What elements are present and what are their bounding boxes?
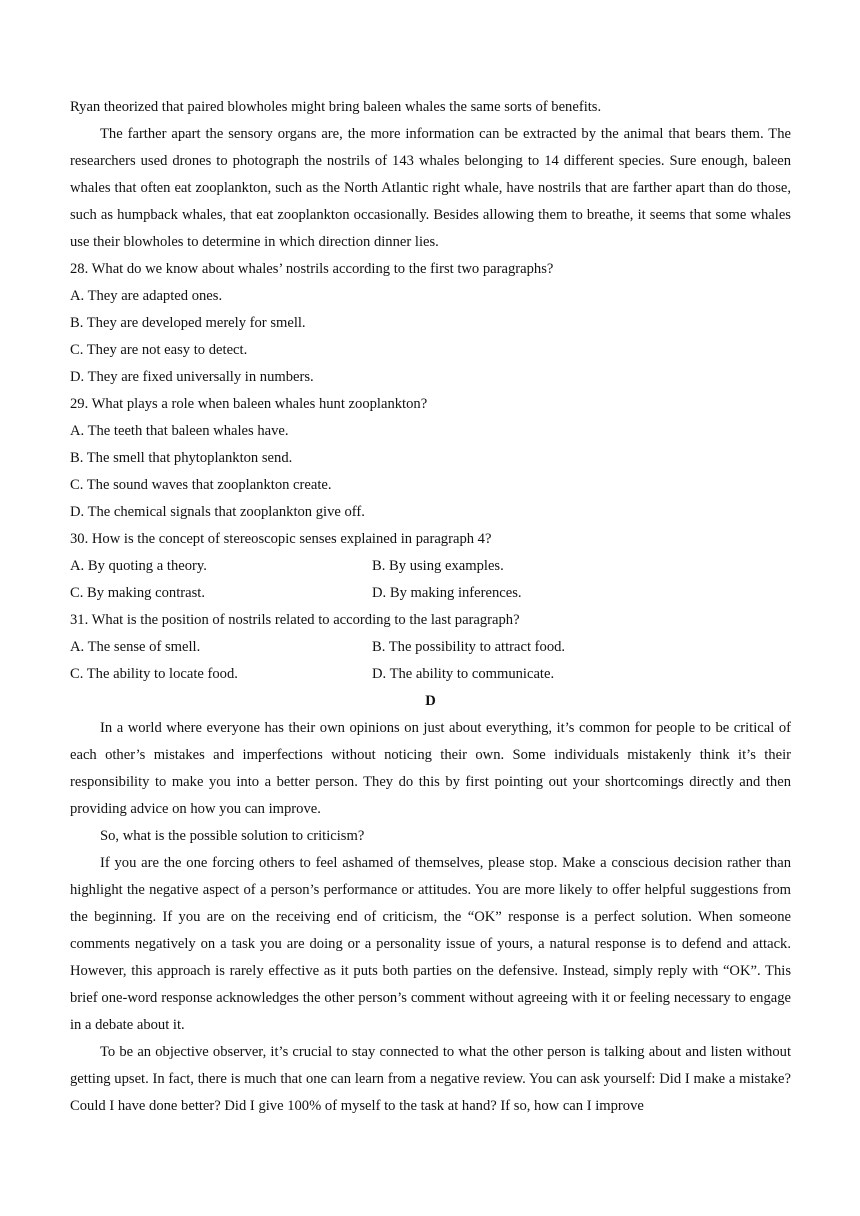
paragraph-d-2: So, what is the possible solution to criticism?: [100, 828, 365, 844]
paragraph-c-last: The farther apart the sensory organs are, the more information can be extracted by the animal that bears them. The researchers used drones to photograph the nostrils of 143 whales belonging to 14 different species. Sure enough, baleen whales that often eat zooplankton, such as the North Atlantic right whale, have nostrils that are farther apart than do those, such as humpback whales, that eat zooplankton occasionally. Besides allowing them to breathe, it seems that some whales use their blowholes to determine in which direction dinner lies.: [70, 126, 791, 250]
question-30-option-c: C. By making contrast.: [70, 585, 205, 601]
question-31-options-row-1: [70, 634, 791, 661]
question-31-option-b: B. The possibility to attract food.: [372, 639, 566, 655]
question-30-options-row-2: [70, 580, 791, 607]
question-30-option-b: B. By using examples.: [372, 558, 504, 574]
question-31-option-c: C. The ability to locate food.: [70, 666, 238, 682]
section-d-heading: D: [425, 693, 436, 709]
question-29-stem: 29. What plays a role when baleen whales hunt zooplankton?: [70, 396, 428, 412]
question-31-stem: 31. What is the position of nostrils related to according to the last paragraph?: [70, 612, 520, 628]
question-31-options-row-2: [70, 661, 791, 688]
question-28-option-d: D. They are fixed universally in numbers.: [70, 369, 314, 385]
paragraph-d-1: In a world where everyone has their own opinions on just about everything, it’s common for people to be critical of each other’s mistakes and imperfections without noticing their own. Some individuals mistakenly think it’s their responsibility to make you into a better person. They do this by first pointing out your shortcomings directly and then providing advice on how you can improve.: [70, 720, 791, 817]
paragraph-c-continued: Ryan theorized that paired blowholes might bring baleen whales the same sorts of benefits.: [70, 99, 602, 115]
question-30-options-row-1: [70, 553, 791, 580]
exam-page: [70, 94, 791, 1120]
question-29-option-b: B. The smell that phytoplankton send.: [70, 450, 293, 466]
question-28-option-a: A. They are adapted ones.: [70, 288, 223, 304]
question-30-option-d: D. By making inferences.: [372, 585, 522, 601]
paragraph-d-4: To be an objective observer, it’s crucial to stay connected to what the other person is talking about and listen without getting upset. In fact, there is much that one can learn from a negative review. You can ask yourself: Did I make a mistake? Could I have done better? Did I give 100% of myself to the task at hand? If so, how can I improve: [70, 1044, 791, 1114]
paragraph-d-3: If you are the one forcing others to feel ashamed of themselves, please stop. Make a conscious decision rather than highlight the negative aspect of a person’s performance or attitudes. You are more likely to offer helpful suggestions from the beginning. If you are on the receiving end of criticism, the “OK” response is a perfect solution. When someone comments negatively on a task you are doing or a personality issue of yours, a natural response is to defend and attack. However, this approach is rarely effective as it puts both parties on the defensive. Instead, simply reply with “OK”. This brief one-word response acknowledges the other person’s comment without agreeing with it or feeling necessary to engage in a debate about it.: [70, 855, 791, 1033]
question-30-option-a: A. By quoting a theory.: [70, 558, 207, 574]
question-29-option-c: C. The sound waves that zooplankton create.: [70, 477, 332, 493]
question-28-stem: 28. What do we know about whales’ nostrils according to the first two paragraphs?: [70, 261, 554, 277]
question-28-option-b: B. They are developed merely for smell.: [70, 315, 306, 331]
question-29-option-a: A. The teeth that baleen whales have.: [70, 423, 289, 439]
question-28-option-c: C. They are not easy to detect.: [70, 342, 248, 358]
question-31-option-d: D. The ability to communicate.: [372, 666, 555, 682]
question-29-option-d: D. The chemical signals that zooplankton give off.: [70, 504, 365, 520]
question-31-option-a: A. The sense of smell.: [70, 639, 201, 655]
question-30-stem: 30. How is the concept of stereoscopic senses explained in paragraph 4?: [70, 531, 492, 547]
